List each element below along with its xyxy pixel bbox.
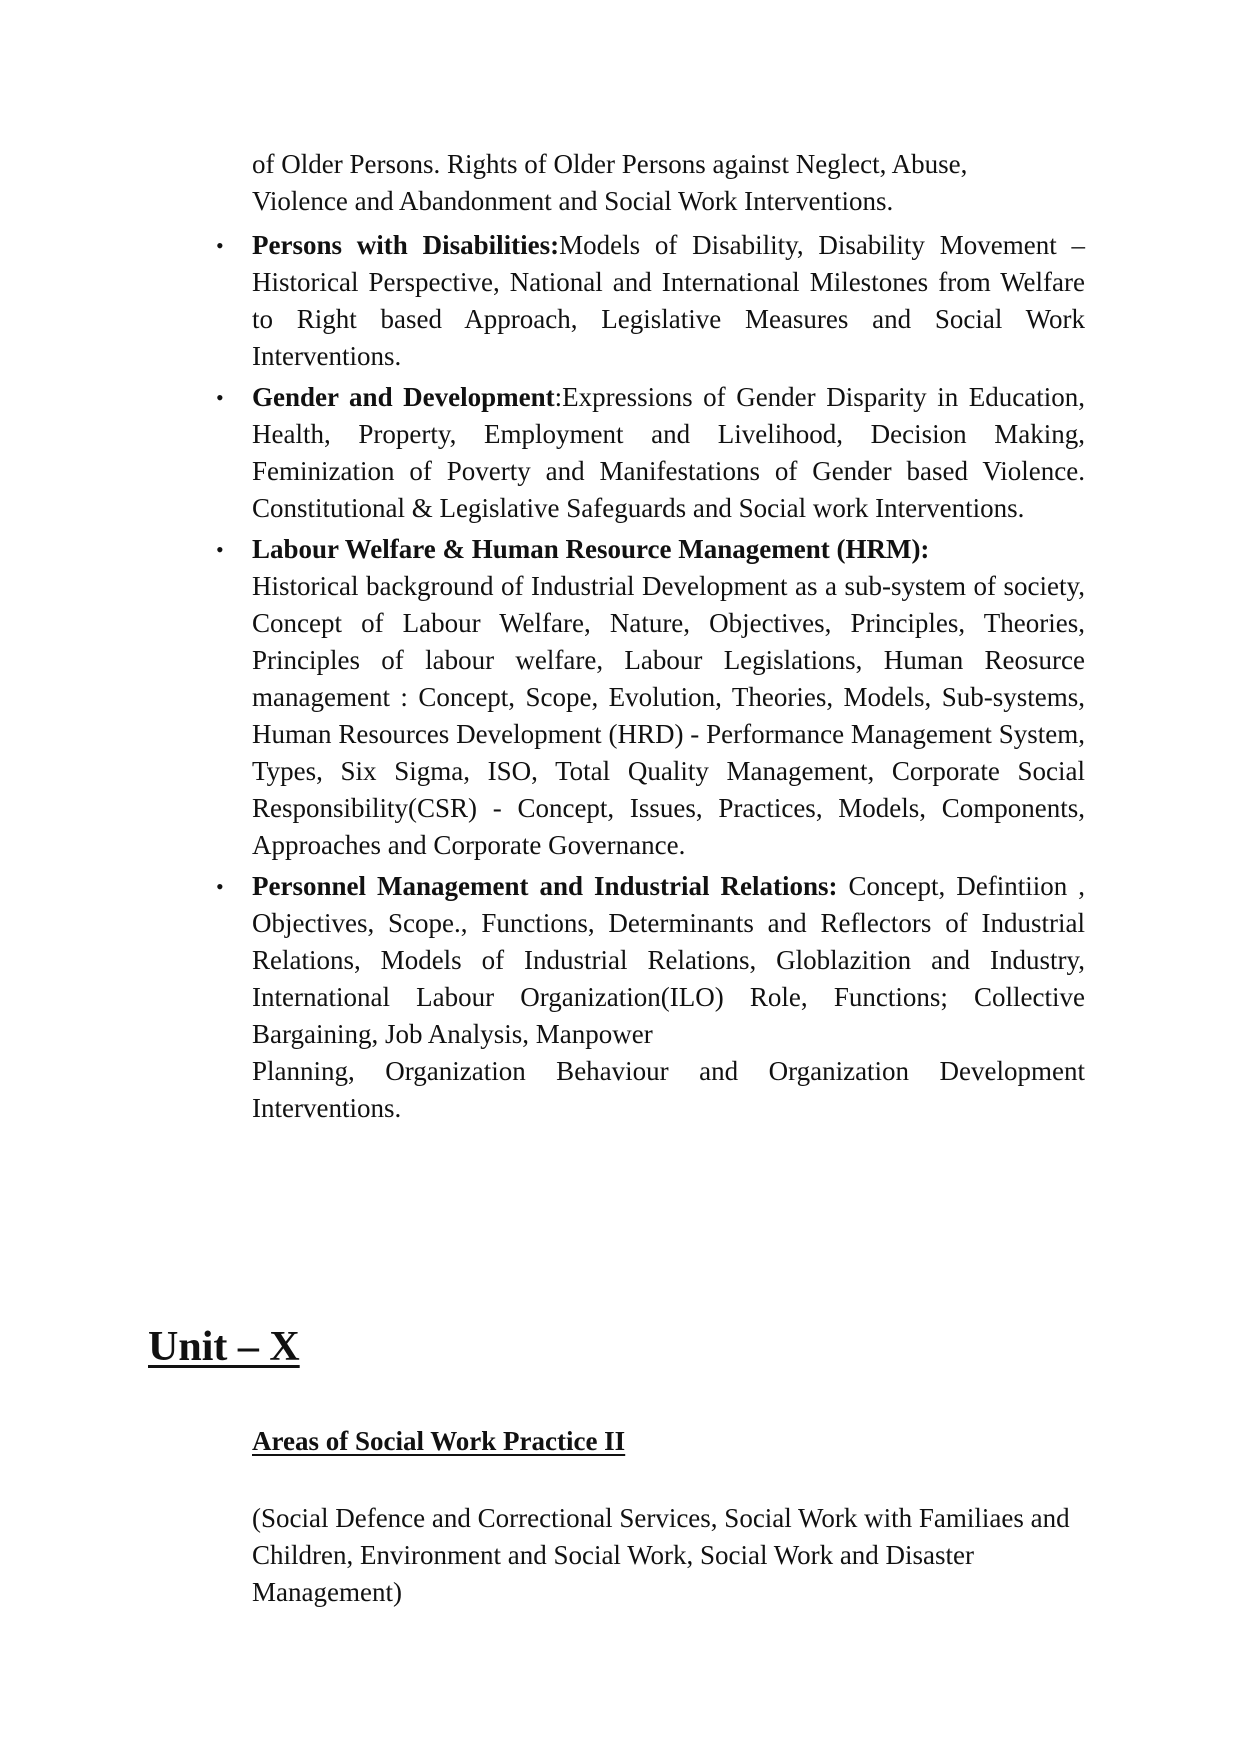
list-item-personnel bbox=[216, 868, 1085, 1127]
item-body: :Expressions of Gender Disparity in Education, Health, Property, Employment and Livelihood, Decision Making, Feminization of Poverty and Manifestations of Gender based Violence. Constitutional & Legislative Safeguards and Social work Interventions. bbox=[252, 382, 1085, 523]
item-title: Persons with Disabilities: bbox=[252, 230, 560, 260]
intro-line-1: of Older Persons. Rights of Older Persons against Neglect, Abuse, bbox=[252, 149, 968, 179]
list-item-labour-welfare bbox=[216, 531, 1085, 864]
item-title: Labour Welfare & Human Resource Management (HRM): bbox=[252, 534, 930, 564]
item-body: Historical background of Industrial Development as a sub-system of society, Concept of Labour Welfare, Nature, Objectives, Principles, Theories, Principles of labour welfare, Labour Legislations, Human Reosurce management : Concept, Scope, Evolution, Theories, Models, Sub-systems, Human Resources Development (HRD) - Performance Management System, Types, Six Sigma, ISO, Total Quality Management, Corporate Social Responsibility(CSR) - Concept, Issues, Practices, Models, Components, Approaches and Corporate Governance. bbox=[252, 571, 1085, 860]
topics-list bbox=[216, 227, 1085, 1131]
bullet-icon: • bbox=[216, 385, 224, 410]
intro-line-2: Violence and Abandonment and Social Work Interventions. bbox=[252, 186, 894, 216]
unit-heading: Unit – X bbox=[148, 1324, 300, 1370]
intro-paragraph bbox=[252, 146, 1085, 220]
section-description: (Social Defence and Correctional Services, Social Work with Familiaes and Children, Environment and Social Work, Social Work and Disaster Management) bbox=[252, 1503, 1070, 1607]
list-item-gender bbox=[216, 379, 1085, 527]
bullet-icon: • bbox=[216, 233, 224, 258]
bullet-icon: • bbox=[216, 874, 224, 899]
item-title: Gender and Development bbox=[252, 382, 555, 412]
bullet-icon: • bbox=[216, 537, 224, 562]
section-heading: Areas of Social Work Practice II bbox=[252, 1426, 626, 1456]
item-body: Concept, Defintiion , Objectives, Scope., Functions, Determinants and Reflectors of Industrial Relations, Models of Industrial Relations, Globlazition and Industry, International Labour Organization(ILO) Role, Functions; Collective Bargaining, Job Analysis, Manpower bbox=[252, 871, 1085, 1049]
item-title: Personnel Management and Industrial Relations: bbox=[252, 871, 838, 901]
item-body: Models of Disability, Disability Movement – Historical Perspective, National and International Milestones from Welfare to Right based Approach, Legislative Measures and Social Work Interventions. bbox=[252, 230, 1085, 371]
item-body-continued: Planning, Organization Behaviour and Organization Development Interventions. bbox=[252, 1056, 1085, 1123]
list-item-disabilities bbox=[216, 227, 1085, 375]
